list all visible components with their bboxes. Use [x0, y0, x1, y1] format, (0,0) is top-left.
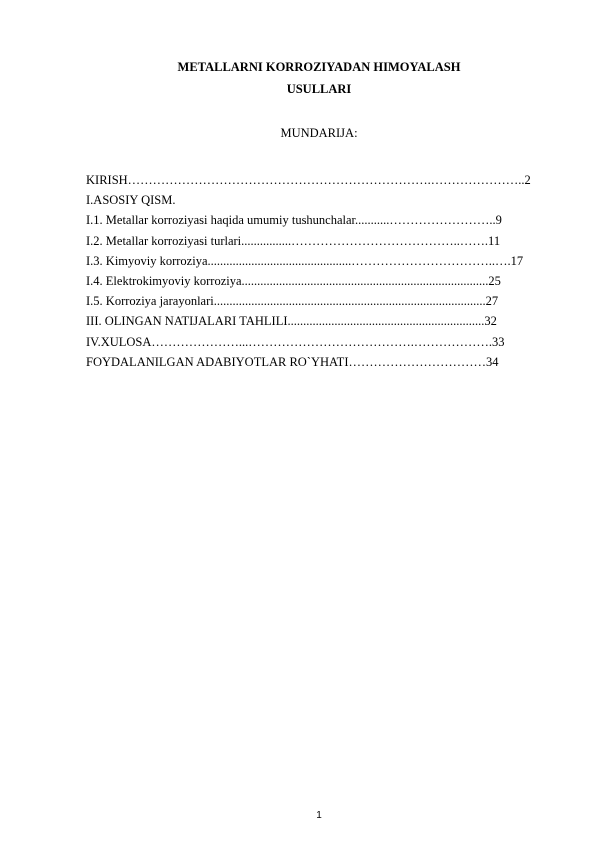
toc-entry-adabiyotlar: FOYDALANILGAN ADABIYOTLAR RO`YHATI……………………………34	[86, 354, 499, 369]
contents-heading: MUNDARIJA:	[280, 126, 358, 140]
page-number: 1	[316, 810, 322, 821]
toc-entry-xulosa: IV.XULOSA…………………...………………………………….……………….33	[86, 334, 505, 349]
toc-entry-1-2: I.2. Metallar korroziyasi turlari................…………………………………..…….11	[86, 233, 501, 248]
table-of-contents	[86, 173, 556, 375]
title-line-2: USULLARI	[286, 82, 352, 96]
toc-entry-asosiy-qism: I.ASOSIY QISM.	[86, 193, 176, 208]
toc-entry-3: III. OLINGAN NATIJALARI TAHLILI...............................................................32	[86, 314, 497, 329]
toc-entry-1-5: I.5. Korroziya jarayonlari.......................................................................................27	[86, 294, 499, 309]
toc-entry-1-1: I.1. Metallar korroziyasi haqida umumiy tushunchalar...........……………………..9	[86, 213, 502, 228]
title-line-1: METALLARNI KORROZIYADAN HIMOYALASH	[177, 60, 461, 74]
toc-entry-1-4: I.4. Elektrokimyoviy korroziya...............................................................................25	[86, 273, 501, 288]
toc-entry-1-3: I.3. Kimyoviy korroziya..............................................……………………………..….17	[86, 253, 524, 268]
toc-entry-kirish: KIRISH……………………………………………………………….…………………..2	[86, 173, 531, 187]
